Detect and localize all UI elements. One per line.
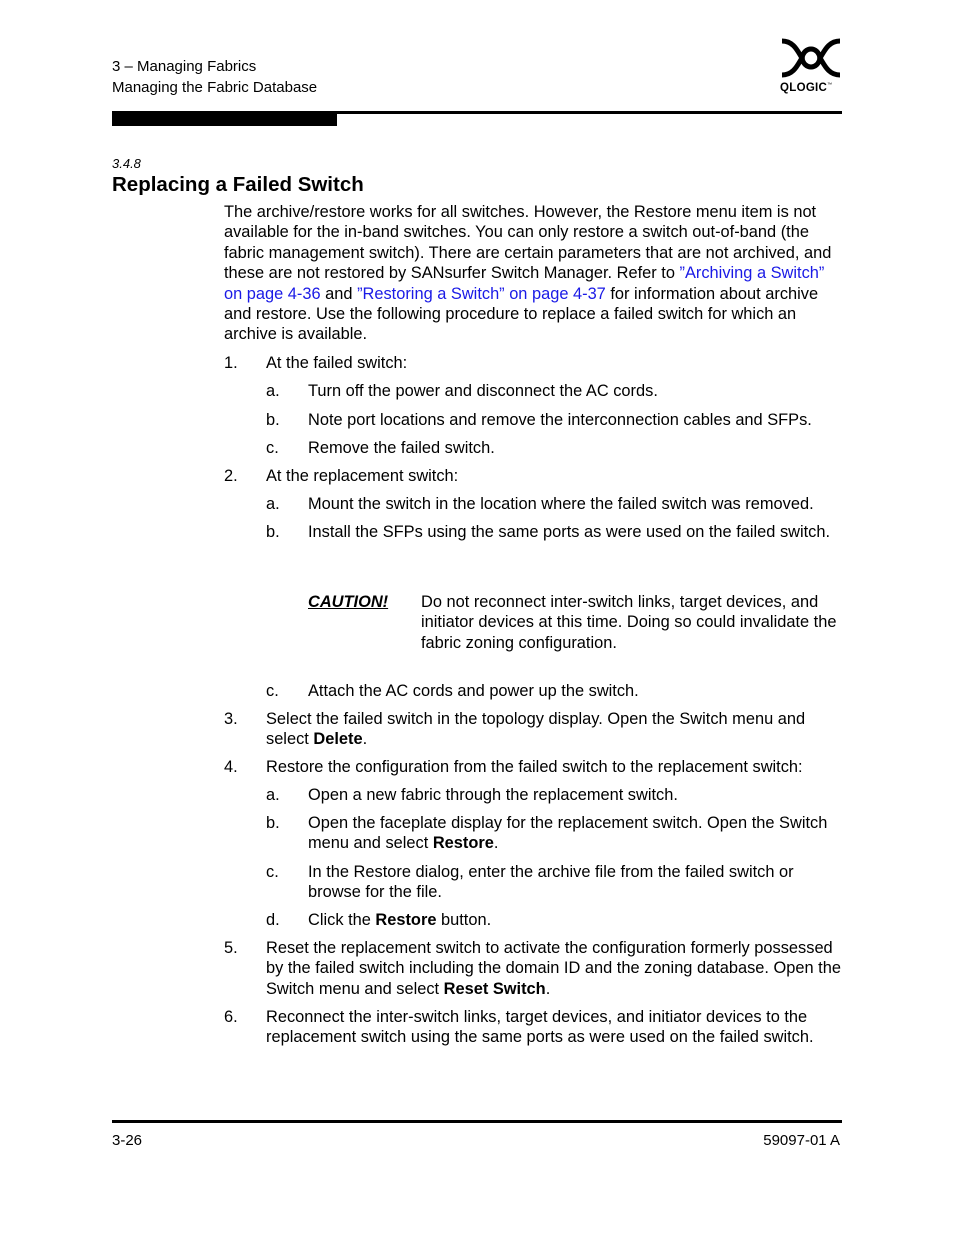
qlogic-logo-icon xyxy=(778,38,844,82)
caution-label: CAUTION! xyxy=(308,593,389,611)
header-chapter: 3 – Managing Fabrics xyxy=(112,58,257,75)
qlogic-logo xyxy=(778,38,844,100)
restore-button-name: Restore xyxy=(375,911,437,929)
logo-text: QLOGIC™ xyxy=(780,82,833,94)
header-section: Managing the Fabric Database xyxy=(112,79,318,96)
document-number: 59097-01 A xyxy=(763,1132,840,1149)
section-number: 3.4.8 xyxy=(112,156,141,171)
caution-text: Do not reconnect inter-switch links, target devices, and initiator devices at this time. Doing so could invalidate the fabric zoning configuration. xyxy=(421,593,837,652)
delete-command: Delete xyxy=(313,730,363,749)
section-title: Replacing a Failed Switch xyxy=(112,173,364,196)
restoring-switch-link[interactable]: ”Restoring a Switch” on page 4-37 xyxy=(357,284,606,303)
restore-command: Restore xyxy=(432,834,494,853)
reset-switch-command: Reset Switch xyxy=(443,979,546,998)
header-rule-accent xyxy=(112,111,337,126)
archiving-switch-link[interactable]: ”Archiving a Switch” on page 4-36 xyxy=(224,264,825,303)
footer-rule xyxy=(112,1120,842,1123)
intro-paragraph: The archive/restore works for all switches. However, the Restore menu item is not available for the in-band switches. You can only restore a switch out-of-band (the fabric management switch). There are certain parameters that are not archived, and these are not restored by SANsurfer Switch Manager. Refer to ”Archiving a Switch” on page 4-36 and ”Restoring a Switch” on page 4-37 for information about archive and restore. Use the following procedure to replace a failed switch for which an archive is available. xyxy=(224,203,832,344)
page-number: 3-26 xyxy=(112,1132,143,1149)
